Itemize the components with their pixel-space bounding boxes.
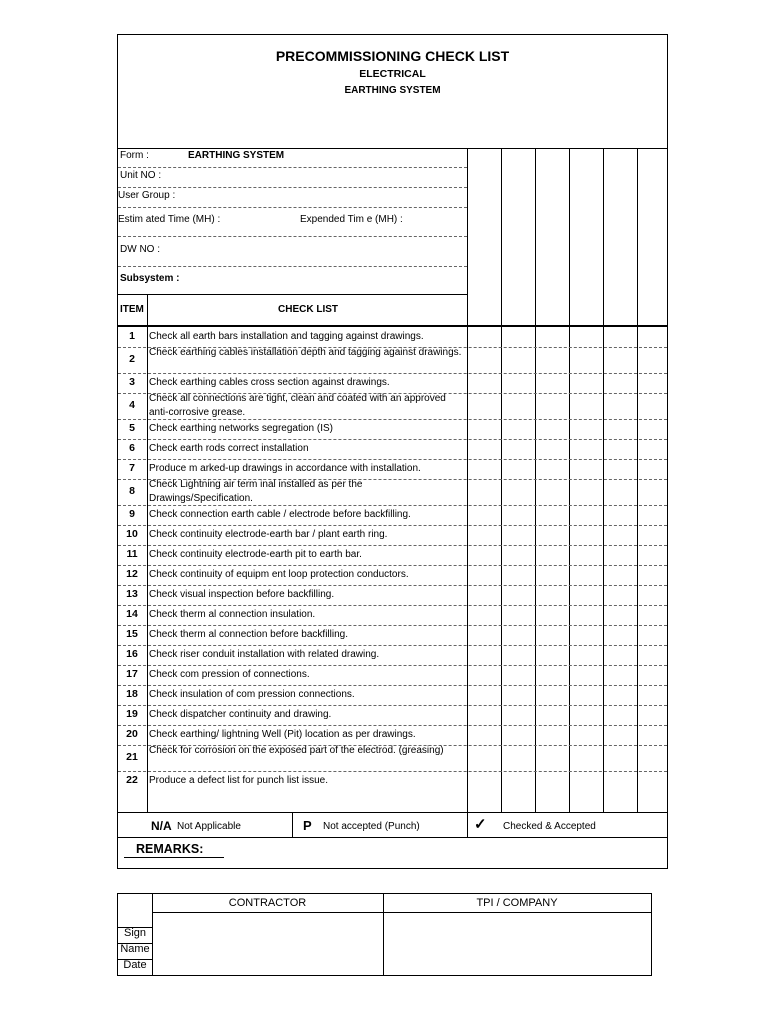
item-text: Check insulation of com pression connections. — [149, 689, 355, 700]
row-divider — [118, 705, 667, 706]
column-line — [569, 148, 570, 812]
item-number: 9 — [129, 508, 135, 520]
system-name: EARTHING SYSTEM — [344, 85, 441, 96]
item-text: Check continuity electrode-earth pit to earth bar. — [149, 549, 362, 560]
item-number: 7 — [129, 462, 135, 474]
row-divider — [118, 505, 667, 506]
punch-symbol: P — [303, 818, 312, 833]
unit-no-field: Unit NO : — [120, 170, 162, 181]
divider — [118, 207, 467, 208]
checklist-header: CHECK LIST — [278, 304, 338, 315]
column-line — [603, 148, 604, 812]
page-subtitle: ELECTRICAL — [359, 68, 426, 80]
item-number: 22 — [126, 774, 138, 786]
item-text: Check connection earth cable / electrode before backfilling. — [149, 509, 411, 520]
item-text: Check com pression of connections. — [149, 669, 310, 680]
column-line — [467, 148, 468, 812]
sign-row-label: Sign — [123, 927, 147, 939]
item-text: Check earthing/ lightning Well (Pit) location as per drawings. — [149, 729, 416, 740]
remarks-underline — [124, 857, 224, 858]
item-number: 11 — [126, 548, 138, 560]
user-group-field: User Group : — [118, 190, 176, 201]
form-value: EARTHING SYSTEM — [188, 150, 285, 161]
item-number: 5 — [129, 422, 135, 434]
divider — [118, 812, 667, 813]
item-text: Check therm al connection insulation. — [149, 609, 316, 620]
column-line — [292, 812, 293, 837]
item-text: Produce m arked-up drawings in accordance with installation. — [149, 463, 421, 474]
item-text: Check earthing networks segregation (IS) — [149, 423, 333, 434]
dwg-no-field: DW NO : — [120, 244, 160, 255]
accepted-legend: Checked & Accepted — [503, 821, 596, 832]
estimated-time-field: Estim ated Time (MH) : — [118, 214, 221, 225]
name-row-label: Name — [120, 943, 150, 955]
date-row-label: Date — [123, 959, 147, 971]
row-divider — [118, 665, 667, 666]
checkmark-icon: ✓ — [474, 816, 487, 833]
item-number: 8 — [129, 485, 135, 497]
item-text: Check earthing cables installation depth and tagging against drawings. — [149, 347, 462, 358]
divider — [118, 187, 467, 188]
item-number: 2 — [129, 353, 135, 365]
row-divider — [118, 685, 667, 686]
row-divider — [118, 545, 667, 546]
item-text: Check all connections are tight, clean and coated with an approved anti-corrosive grease. — [149, 393, 446, 418]
item-text: Check riser conduit installation with related drawing. — [149, 649, 380, 660]
item-number: 3 — [129, 376, 135, 388]
divider — [118, 266, 467, 267]
company-header: TPI / COMPANY — [476, 897, 558, 909]
item-number: 21 — [126, 751, 138, 763]
column-line — [637, 148, 638, 812]
row-divider — [118, 725, 667, 726]
divider — [118, 236, 467, 237]
column-line — [147, 294, 148, 812]
row-divider — [118, 525, 667, 526]
row-divider — [118, 459, 667, 460]
row-divider — [118, 645, 667, 646]
checklist-form — [117, 34, 668, 869]
row-divider — [118, 605, 667, 606]
item-text: Check visual inspection before backfilling. — [149, 589, 335, 600]
item-text: Check all earth bars installation and tagging against drawings. — [149, 331, 424, 342]
contractor-header: CONTRACTOR — [228, 897, 307, 909]
item-text: Check earthing cables cross section against drawings. — [149, 377, 390, 388]
row-divider — [118, 565, 667, 566]
item-number: 19 — [126, 708, 138, 720]
column-line — [501, 148, 502, 812]
item-text: Check earth rods correct installation — [149, 443, 309, 454]
item-number: 6 — [129, 442, 135, 454]
item-number: 20 — [126, 728, 138, 740]
column-line — [535, 148, 536, 812]
divider — [118, 837, 667, 838]
item-number: 18 — [126, 688, 138, 700]
divider — [118, 325, 667, 327]
item-number: 17 — [126, 668, 138, 680]
row-divider — [118, 625, 667, 626]
divider — [118, 167, 467, 168]
na-symbol: N/A — [151, 819, 172, 833]
na-legend: Not Applicable — [177, 821, 241, 832]
item-number: 15 — [126, 628, 138, 640]
punch-legend: Not accepted (Punch) — [323, 821, 420, 832]
item-number: 12 — [126, 568, 138, 580]
column-line — [467, 812, 468, 837]
item-number: 14 — [126, 608, 138, 620]
row-divider — [118, 373, 667, 374]
row-divider — [118, 585, 667, 586]
row-divider — [118, 771, 667, 772]
item-number: 4 — [129, 399, 135, 411]
row-divider — [118, 419, 667, 420]
form-label: Form : — [120, 150, 149, 161]
item-header: ITEM — [120, 304, 144, 315]
page-title: PRECOMMISSIONING CHECK LIST — [275, 48, 510, 64]
signature-table — [117, 893, 652, 976]
subsystem-field: Subsystem : — [120, 273, 180, 284]
divider — [152, 912, 651, 913]
item-text: Check therm al connection before backfilling. — [149, 629, 348, 640]
item-text: Check dispatcher continuity and drawing. — [149, 709, 332, 720]
divider — [118, 148, 667, 149]
expended-time-field: Expended Tim e (MH) : — [300, 214, 403, 225]
item-text: Produce a defect list for punch list issue. — [149, 775, 328, 786]
item-text: Check continuity electrode-earth bar / plant earth ring. — [149, 529, 388, 540]
title-block — [118, 35, 667, 149]
divider — [118, 294, 467, 295]
item-number: 13 — [126, 588, 138, 600]
item-text: Check continuity of equipm ent loop protection conductors. — [149, 569, 409, 580]
item-number: 1 — [129, 330, 135, 342]
item-number: 10 — [126, 528, 138, 540]
item-text: Check Lightning air term inal installed as per the Drawings/Specification. — [149, 479, 363, 504]
row-divider — [118, 439, 667, 440]
item-number: 16 — [126, 648, 138, 660]
item-text: Check for corrosion on the exposed part of the electrod. (greasing) — [149, 745, 444, 756]
remarks-label: REMARKS: — [136, 842, 204, 856]
